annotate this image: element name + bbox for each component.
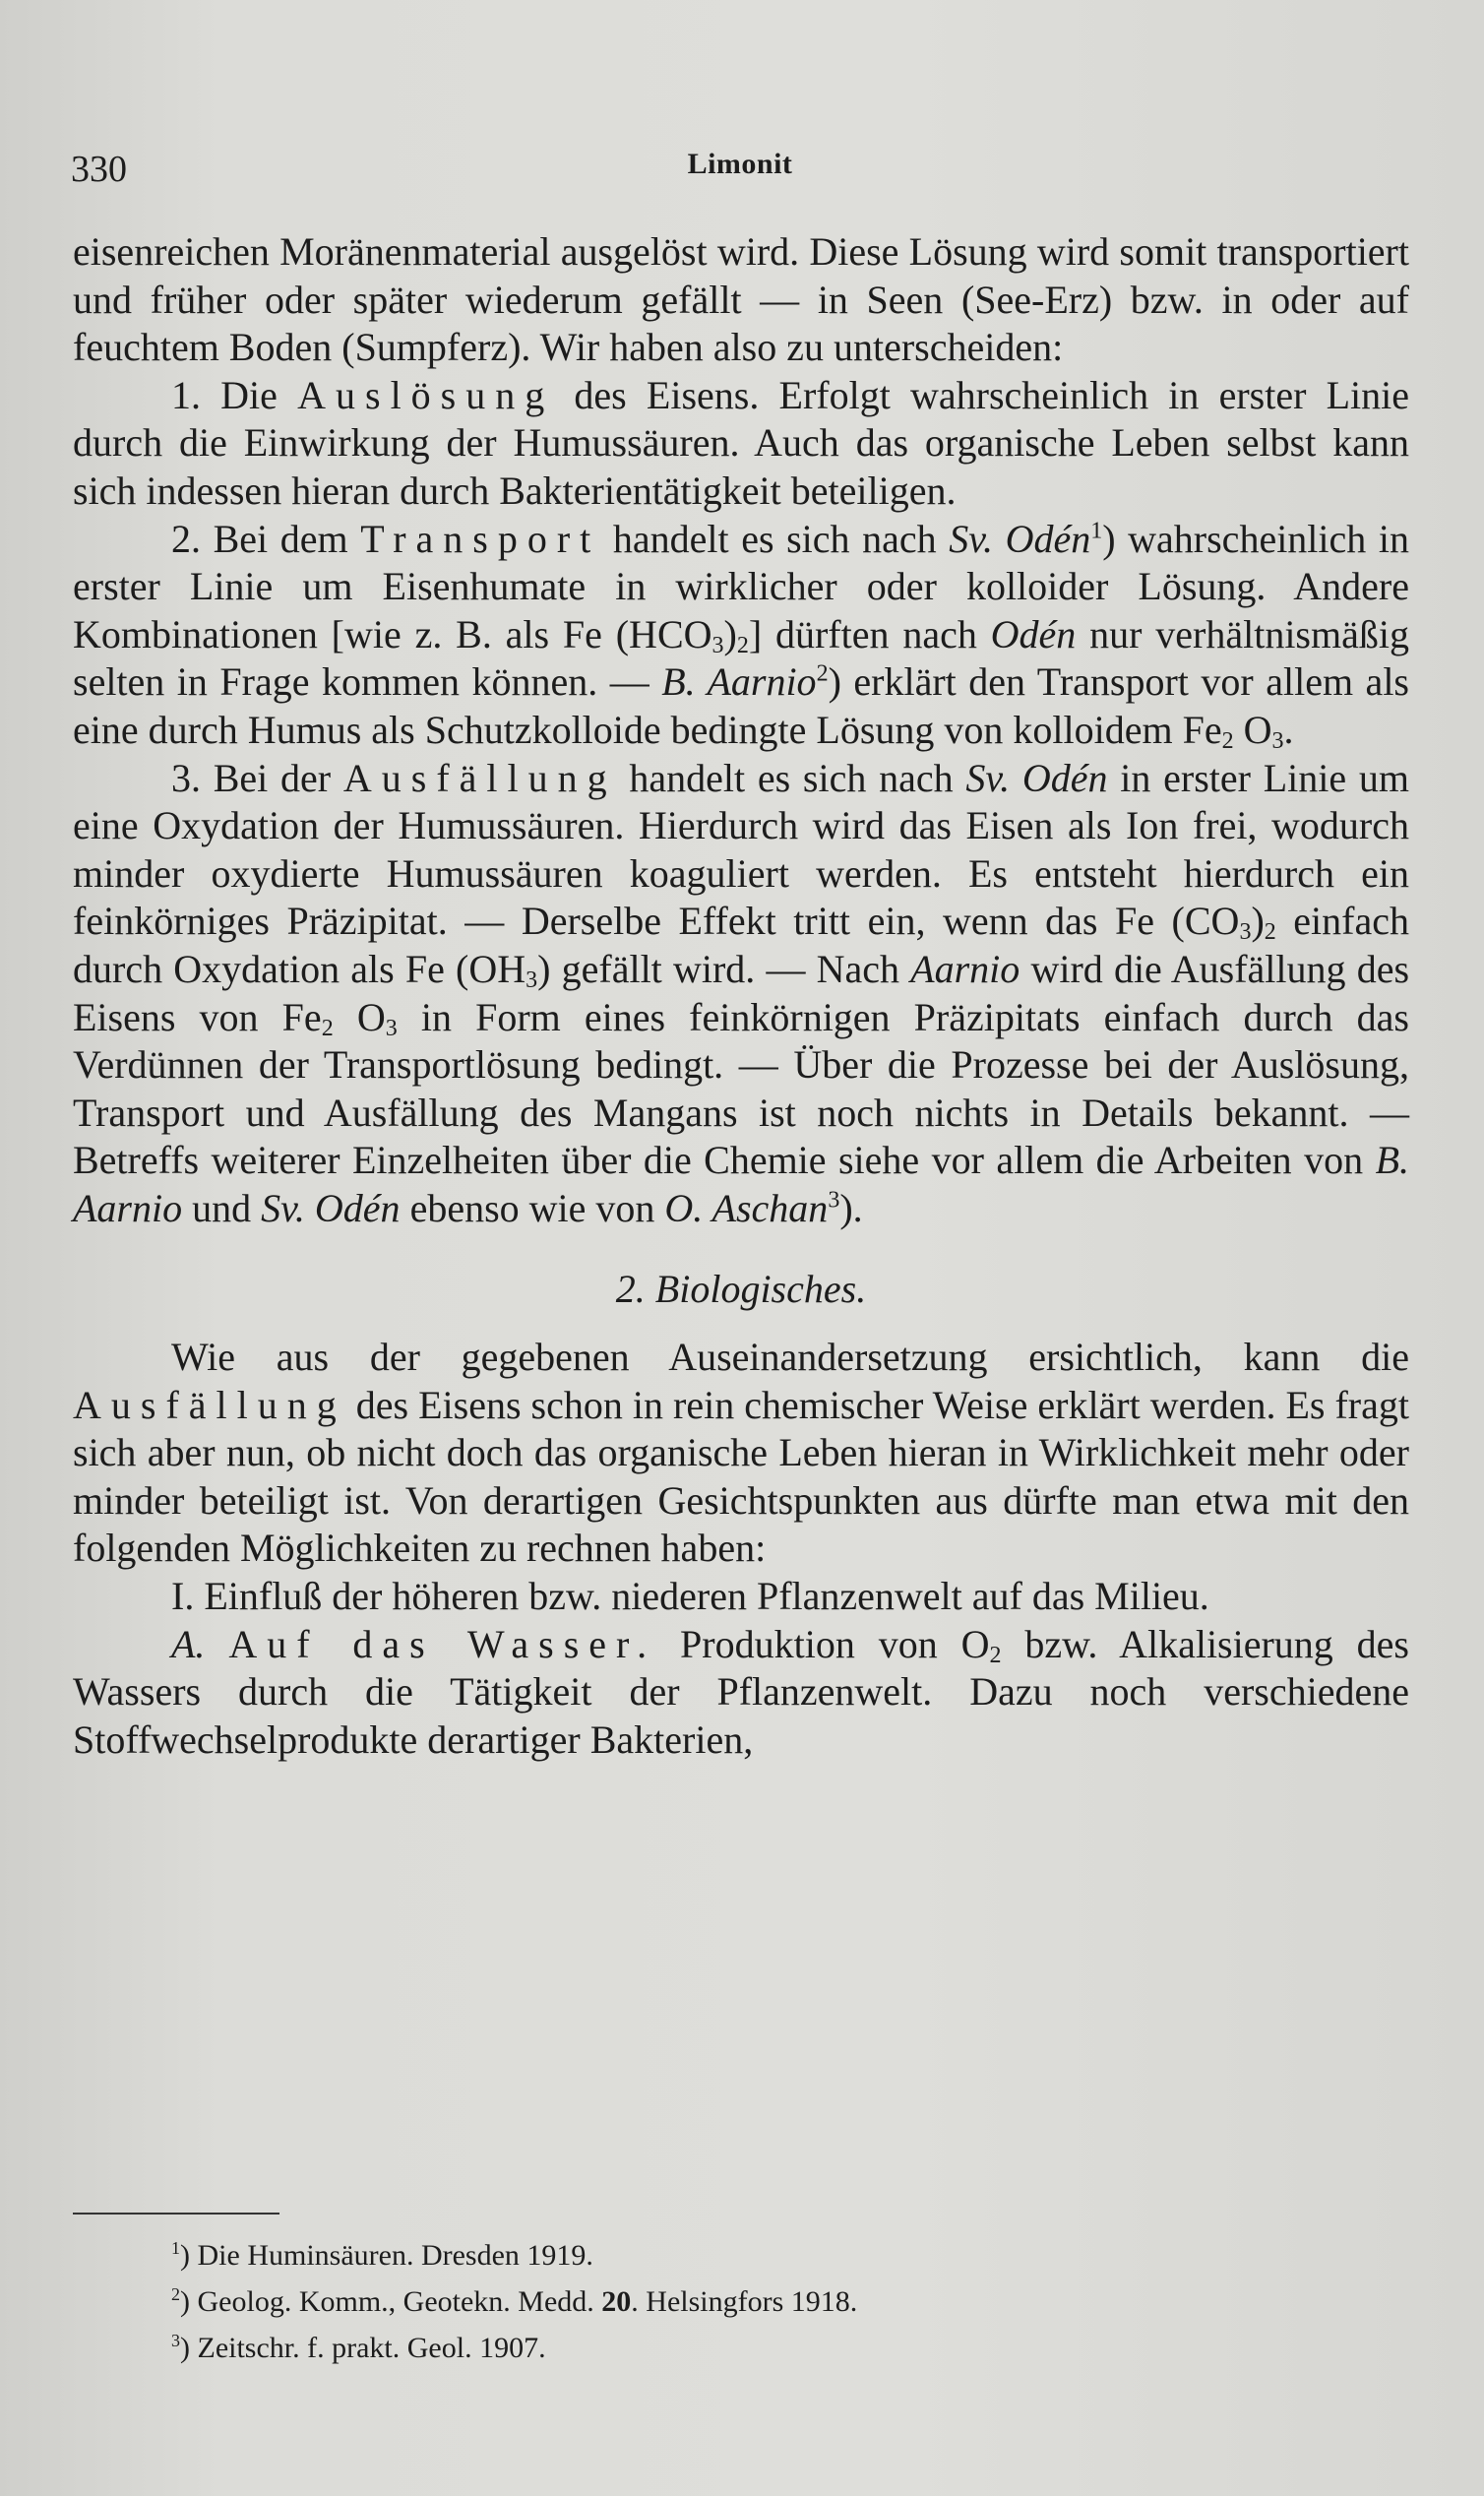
- subscript: 3: [1239, 919, 1252, 946]
- spaced-term: Ausfällung: [73, 1382, 346, 1427]
- footnote-3: $^3$) Zeitschr. f. prakt. Geol. 1907.: [171, 2331, 546, 2364]
- text-run: des Eisens. Erfolgt wahrscheinlich in erster Linie durch die Einwirkung der Humussäuren. Auch das organische Leben selbst kann sich indessen hieran durch Bakterientätigkeit beteiligen.: [73, 372, 1409, 513]
- footnote-marker: 3: [828, 1187, 840, 1214]
- text-run: ebenso wie von: [400, 1185, 665, 1230]
- paragraph-2-transport: [73, 516, 1409, 755]
- text-run: ) gefällt wird. — Nach: [537, 946, 911, 991]
- footnote-text: Geolog. Komm., Geotekn. Medd.: [197, 2285, 602, 2318]
- footnotes: [73, 2213, 1409, 2371]
- text-run: 1. Die: [171, 372, 298, 417]
- subscript: 3: [711, 632, 724, 658]
- author-name: Sv. Odén: [261, 1185, 401, 1230]
- text-run: O: [1233, 707, 1272, 752]
- footnote-1: $^1$) Die Huminsäuren. Dresden 1919.: [171, 2238, 593, 2272]
- paragraph-6-wasser: [73, 1621, 1409, 1765]
- text-run: bzw. Alkalisierung des Wassers durch die Tätigkeit der Pflanzenwelt. Dazu noch verschiedene Stoffwechselprodukte derartiger Bakterien,: [73, 1621, 1409, 1762]
- list-label: A.: [171, 1621, 229, 1666]
- text-run: ).: [839, 1185, 863, 1230]
- spaced-term: Ausfällung: [342, 755, 617, 800]
- text-run: ) wahrscheinlich in erster Linie um Eisenhumate in wirklicher oder kolloider Lösung. Andere Kombinationen [wie z. B. als Fe (HCO: [73, 516, 1409, 656]
- paragraph-5-einfluss: I. Einfluß der höheren bzw. niederen Pflanzenwelt auf das Milieu.: [171, 1574, 1209, 1619]
- text-run: ): [723, 611, 737, 656]
- footnote-marker: 1: [1090, 518, 1103, 544]
- paragraph-1-auslosung: [73, 372, 1409, 516]
- footnote-text: Zeitschr. f. prakt. Geol. 1907.: [197, 2332, 546, 2364]
- author-name: Aarnio: [910, 946, 1020, 991]
- spaced-term: Auf das Wasser.: [228, 1621, 657, 1666]
- subscript: 2: [1221, 727, 1234, 754]
- text-run: handelt es sich nach: [600, 516, 950, 561]
- text-run: wird die Ausfällung des Eisens von Fe: [73, 946, 1410, 1039]
- footnote-mark: 3: [171, 2331, 180, 2350]
- body-text: [73, 228, 1409, 1764]
- text-run: .: [1283, 707, 1294, 752]
- paragraph-intro: eisenreichen Moränenmaterial ausgelöst wird. Diese Lösung wird somit transportiert und früher oder später wiederum gefällt — in Seen (See-Erz) bzw. in oder auf feuchtem Boden (Sumpferz). Wir haben also zu unterscheiden:: [73, 229, 1409, 370]
- text-run: Wie aus der gegebenen Auseinandersetzung ersichtlich, kann die: [171, 1335, 1409, 1380]
- running-title: Limonit: [687, 148, 793, 180]
- section-heading: 2. Biologisches.: [615, 1267, 867, 1312]
- text-run: O: [333, 994, 386, 1039]
- subscript: 2: [989, 1642, 1002, 1668]
- subscript: 2: [1264, 919, 1276, 946]
- author-name: Odén: [990, 611, 1077, 656]
- text-run: in Form eines feinkörnigen Präzipitats einfach durch das Verdünnen der Transportlösung bedingt. — Über die Prozesse bei der Auslösung, Transport und Ausfällung des Mangans ist noch nichts in Details bekannt. — Betreffs weiterer Einzelheiten über die Chemie siehe vor allem die Arbeiten von: [73, 994, 1409, 1183]
- author-name: Sv. Odén: [949, 516, 1091, 561]
- page-header: [71, 148, 1409, 197]
- footnote-text: . Helsingfors 1918.: [631, 2285, 858, 2318]
- paragraph-3-ausfallung: [73, 755, 1409, 1233]
- subscript: 2: [321, 1015, 334, 1041]
- author-name: B. Aarnio: [73, 1138, 1409, 1230]
- text-run: 2. Bei dem: [171, 516, 361, 561]
- text-run: einfach durch Oxydation als Fe (OH: [73, 899, 1409, 991]
- subscript: 2: [736, 632, 749, 658]
- text-run: Produktion von O: [656, 1621, 990, 1666]
- footnote-marker: 2: [816, 661, 829, 688]
- footnote-2: $^2$) Geolog. Komm., Geotekn. Medd. 20. Helsingfors 1918.: [171, 2284, 858, 2318]
- volume-number: 20: [601, 2285, 632, 2318]
- author-name: B. Aarnio: [661, 659, 817, 705]
- text-run: ] dürften nach: [748, 611, 991, 656]
- page-number: 330: [71, 149, 127, 190]
- spaced-term: Transport: [360, 516, 601, 561]
- text-run: und: [182, 1185, 262, 1230]
- text-run: ): [1251, 899, 1265, 944]
- footnote-text: Die Huminsäuren. Dresden 1919.: [197, 2239, 593, 2272]
- text-run: nur verhältnismäßig selten in Frage kommen können. —: [73, 611, 1409, 705]
- text-run: des Eisens schon in rein chemischer Weise erklärt werden. Es fragt sich aber nun, ob nicht doch das organische Leben hieran in Wirklichkeit mehr oder minder beteiligt ist. Von derartigen Gesichtspunkten aus dürfte man etwa mit den folgenden Möglichkeiten zu rechnen haben:: [73, 1382, 1409, 1571]
- author-name: Sv. Odén: [965, 755, 1108, 800]
- footnote-mark: 2: [171, 2284, 180, 2304]
- author-name: O. Aschan: [664, 1185, 829, 1230]
- spaced-term: Auslösung: [297, 372, 555, 417]
- text-run: in erster Linie um eine Oxydation der Humussäuren. Hierdurch wird das Eisen als Ion frei, wodurch minder oxydierte Humussäuren koaguliert werden. Es entsteht hierdurch ein feinkörniges Präzipitat. — Derselbe Effekt tritt ein, wenn das Fe (CO: [73, 755, 1410, 944]
- footnote-mark: 1: [171, 2238, 180, 2258]
- text-run: ) erklärt den Transport vor allem als eine durch Humus als Schutzkolloide bedingte Lösung von kolloidem Fe: [73, 659, 1409, 752]
- footnote-rule: [73, 2213, 279, 2215]
- paragraph-4-biologisches: [73, 1334, 1409, 1573]
- text-run: 3. Bei der: [171, 755, 343, 800]
- subscript: 3: [1271, 727, 1284, 754]
- subscript: 3: [526, 967, 538, 993]
- text-run: handelt es sich nach: [616, 755, 966, 800]
- subscript: 3: [385, 1015, 398, 1041]
